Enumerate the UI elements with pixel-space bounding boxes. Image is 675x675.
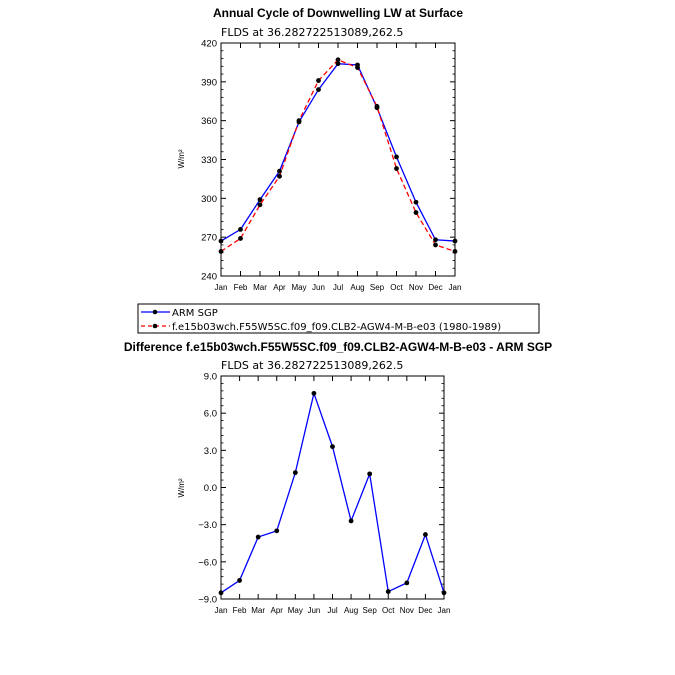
legend-marker-model	[153, 324, 158, 329]
x-tick-label: Jan	[214, 283, 228, 292]
data-point	[274, 528, 279, 533]
data-point	[355, 65, 360, 70]
data-point	[367, 471, 372, 476]
data-point	[453, 249, 458, 254]
data-point	[330, 444, 335, 449]
x-tick-label: Nov	[408, 283, 424, 292]
data-point	[219, 239, 224, 244]
chart-title: Annual Cycle of Downwelling LW at Surface	[212, 6, 464, 20]
data-point	[238, 236, 243, 241]
y-tick-label: 6.0	[203, 408, 217, 420]
series-group	[219, 391, 447, 595]
y-tick-label: −6.0	[198, 557, 217, 569]
data-point	[316, 78, 321, 83]
x-tick-label: Apr	[270, 606, 283, 615]
series-group	[219, 57, 458, 253]
chart-subtitle: FLDS at 36.282722513089,262.5	[221, 359, 404, 372]
y-tick-label: 9.0	[203, 371, 217, 383]
legend-label-model: f.e15b03wch.F55W5SC.f09_f09.CLB2-AGW4-M-B-e03 (1980-1989)	[172, 322, 502, 333]
data-point	[394, 166, 399, 171]
data-point	[238, 227, 243, 232]
x-tick-label: Dec	[428, 283, 443, 292]
legend-label-arm-sgp: ARM SGP	[172, 308, 218, 319]
x-tick-label: Sep	[369, 283, 385, 292]
data-point	[312, 391, 317, 396]
y-tick-label: −3.0	[198, 520, 217, 532]
y-tick-label: 0.0	[203, 483, 217, 494]
x-tick-label: Sep	[362, 606, 377, 615]
data-point	[394, 155, 399, 160]
data-point	[349, 519, 354, 524]
y-tick-label: −9.0	[198, 594, 217, 606]
series-line-0	[221, 393, 444, 592]
axes	[198, 372, 450, 616]
y-tick-label: 3.0	[203, 445, 217, 457]
chart-title: Difference f.e15b03wch.F55W5SC.f09_f09.CLB2-AGW4-M-B-e03 - ARM SGP	[123, 340, 553, 354]
data-point	[336, 57, 341, 62]
x-tick-label: Dec	[418, 606, 433, 615]
data-point	[277, 169, 282, 174]
plot-frame	[221, 43, 455, 276]
axes	[201, 39, 461, 293]
data-point	[375, 104, 380, 109]
x-tick-label: Feb	[233, 283, 248, 292]
data-point	[414, 200, 419, 205]
annual-cycle-chart	[177, 6, 463, 292]
data-point	[453, 239, 458, 244]
data-point	[293, 470, 298, 475]
data-point	[258, 197, 263, 202]
data-point	[433, 237, 438, 242]
x-tick-label: Apr	[273, 283, 286, 292]
data-point	[258, 202, 263, 207]
series-line-1	[221, 60, 455, 252]
data-point	[414, 210, 419, 215]
x-tick-label: Jul	[332, 283, 344, 292]
x-tick-label: Oct	[390, 283, 403, 292]
y-tick-label: 240	[201, 271, 217, 283]
x-tick-label: Jun	[307, 606, 321, 615]
x-tick-label: Jan	[437, 606, 451, 615]
x-tick-label: Jan	[448, 283, 462, 292]
data-point	[433, 243, 438, 248]
chart-subtitle: FLDS at 36.282722513089,262.5	[221, 26, 404, 39]
data-point	[297, 118, 302, 123]
x-tick-label: Jan	[214, 606, 228, 615]
y-tick-label: 270	[201, 232, 217, 244]
y-tick-label: 390	[201, 77, 217, 89]
series-line-0	[221, 64, 455, 241]
x-tick-label: Mar	[253, 283, 267, 292]
data-point	[386, 589, 391, 594]
x-tick-label: Aug	[350, 283, 365, 292]
x-tick-label: Oct	[382, 606, 395, 615]
y-tick-label: 330	[201, 155, 217, 166]
x-tick-label: Feb	[232, 606, 247, 615]
x-tick-label: Nov	[399, 606, 414, 615]
data-point	[316, 87, 321, 92]
legend-marker-arm-sgp	[153, 310, 158, 315]
data-point	[219, 249, 224, 254]
y-axis-label: W/m²	[177, 149, 186, 169]
data-point	[237, 578, 242, 583]
x-tick-label: May	[291, 283, 307, 292]
x-tick-label: Aug	[343, 606, 359, 615]
data-point	[277, 174, 282, 179]
data-point	[423, 532, 428, 537]
y-tick-label: 420	[201, 38, 217, 50]
data-point	[256, 535, 261, 540]
data-point	[219, 590, 224, 595]
y-axis-label: W/m²	[177, 478, 186, 498]
data-point	[442, 590, 447, 595]
x-tick-label: Mar	[251, 606, 266, 615]
plot-frame	[221, 376, 444, 599]
x-tick-label: Jul	[327, 606, 338, 615]
y-tick-label: 300	[201, 193, 217, 205]
x-tick-label: Jun	[312, 283, 325, 292]
x-tick-label: May	[287, 606, 303, 615]
data-point	[404, 580, 409, 585]
legend	[138, 304, 539, 333]
difference-chart	[124, 340, 552, 615]
y-tick-label: 360	[201, 116, 217, 128]
